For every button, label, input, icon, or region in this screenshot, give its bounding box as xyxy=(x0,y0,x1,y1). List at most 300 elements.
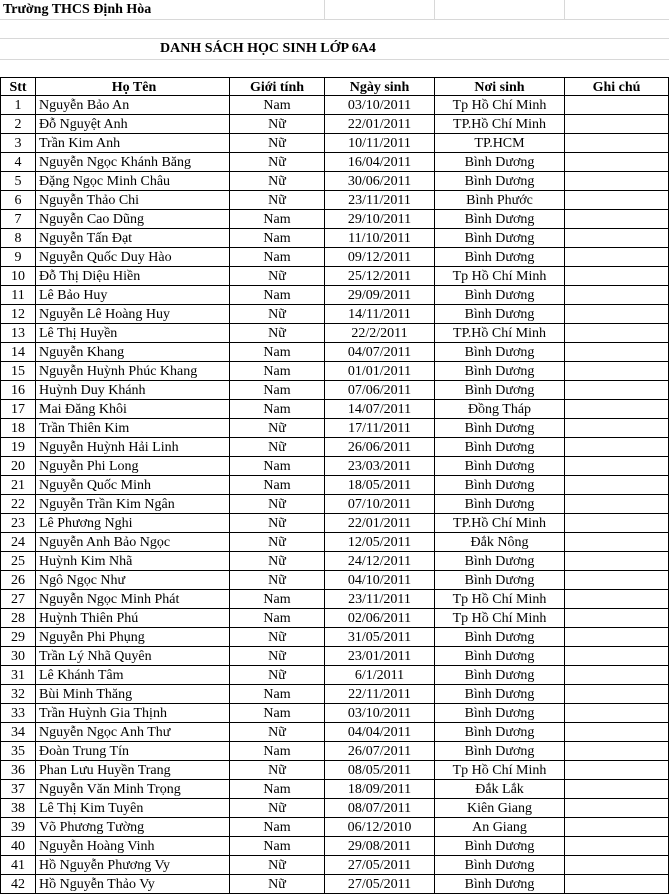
cell-name[interactable]: Lê Phương Nghi xyxy=(36,514,230,533)
cell-stt[interactable]: 8 xyxy=(0,229,36,248)
cell-dob[interactable]: 03/10/2011 xyxy=(325,96,435,115)
cell-stt[interactable]: 19 xyxy=(0,438,36,457)
cell-name[interactable]: Nguyễn Văn Minh Trọng xyxy=(36,780,230,799)
cell-gender[interactable]: Nữ xyxy=(230,115,325,134)
table-row xyxy=(0,419,669,438)
cell-dob[interactable]: 22/01/2011 xyxy=(325,115,435,134)
cell-name[interactable]: Nguyễn Cao Dũng xyxy=(36,210,230,229)
cell-dob[interactable]: 04/04/2011 xyxy=(325,723,435,742)
cell-note[interactable] xyxy=(565,210,669,229)
table-row xyxy=(0,799,669,818)
cell-stt[interactable]: 40 xyxy=(0,837,36,856)
cell-birthplace[interactable]: TP.HCM xyxy=(435,134,565,153)
table-row xyxy=(0,267,669,286)
cell-name[interactable]: Lê Khánh Tâm xyxy=(36,666,230,685)
cell-birthplace[interactable]: Đắk Lắk xyxy=(435,780,565,799)
cell-name[interactable]: Nguyễn Phi Phụng xyxy=(36,628,230,647)
cell-birthplace[interactable]: Tp Hồ Chí Minh xyxy=(435,761,565,780)
cell-note[interactable] xyxy=(565,666,669,685)
cell-dob[interactable]: 09/12/2011 xyxy=(325,248,435,267)
cell-note[interactable] xyxy=(565,723,669,742)
cell-birthplace[interactable]: Bình Dương xyxy=(435,742,565,761)
table-row xyxy=(0,305,669,324)
cell-name[interactable]: Nguyễn Lê Hoàng Huy xyxy=(36,305,230,324)
cell-note[interactable] xyxy=(565,400,669,419)
cell-stt[interactable]: 26 xyxy=(0,571,36,590)
empty-cell[interactable] xyxy=(230,0,325,19)
cell-note[interactable] xyxy=(565,476,669,495)
cell-dob[interactable]: 10/11/2011 xyxy=(325,134,435,153)
cell-name[interactable]: Đỗ Thị Diệu Hiền xyxy=(36,267,230,286)
cell-birthplace[interactable]: Bình Dương xyxy=(435,495,565,514)
cell-gender[interactable]: Nữ xyxy=(230,856,325,875)
cell-birthplace[interactable]: Tp Hồ Chí Minh xyxy=(435,96,565,115)
cell-name[interactable]: Nguyễn Bảo An xyxy=(36,96,230,115)
cell-dob[interactable]: 12/05/2011 xyxy=(325,533,435,552)
cell-birthplace[interactable]: Bình Dương xyxy=(435,305,565,324)
cell-dob[interactable]: 02/06/2011 xyxy=(325,609,435,628)
cell-gender[interactable]: Nam xyxy=(230,400,325,419)
cell-dob[interactable]: 23/03/2011 xyxy=(325,457,435,476)
cell-name[interactable]: Nguyễn Huỳnh Phúc Khang xyxy=(36,362,230,381)
cell-note[interactable] xyxy=(565,609,669,628)
table-row xyxy=(0,780,669,799)
cell-gender[interactable]: Nam xyxy=(230,609,325,628)
table-row xyxy=(0,837,669,856)
cell-name[interactable]: Hồ Nguyễn Phương Vy xyxy=(36,856,230,875)
cell-gender[interactable]: Nam xyxy=(230,685,325,704)
cell-gender[interactable]: Nữ xyxy=(230,875,325,894)
table-row xyxy=(0,533,669,552)
empty-cell[interactable] xyxy=(0,19,669,38)
cell-gender[interactable]: Nữ xyxy=(230,153,325,172)
cell-gender[interactable]: Nữ xyxy=(230,533,325,552)
cell-gender[interactable]: Nữ xyxy=(230,419,325,438)
cell-dob[interactable]: 11/10/2011 xyxy=(325,229,435,248)
cell-dob[interactable]: 23/01/2011 xyxy=(325,647,435,666)
cell-dob[interactable]: 17/11/2011 xyxy=(325,419,435,438)
cell-birthplace[interactable]: Bình Dương xyxy=(435,571,565,590)
cell-dob[interactable]: 14/07/2011 xyxy=(325,400,435,419)
cell-dob[interactable]: 27/05/2011 xyxy=(325,856,435,875)
cell-dob[interactable]: 01/01/2011 xyxy=(325,362,435,381)
cell-birthplace[interactable]: Bình Dương xyxy=(435,837,565,856)
cell-name[interactable]: Nguyễn Quốc Duy Hào xyxy=(36,248,230,267)
table-row xyxy=(0,761,669,780)
cell-birthplace[interactable]: Kiên Giang xyxy=(435,799,565,818)
cell-stt[interactable]: 25 xyxy=(0,552,36,571)
cell-gender[interactable]: Nữ xyxy=(230,571,325,590)
table-row xyxy=(0,685,669,704)
cell-stt[interactable]: 29 xyxy=(0,628,36,647)
cell-name[interactable]: Nguyễn Ngọc Minh Phát xyxy=(36,590,230,609)
cell-dob[interactable]: 07/06/2011 xyxy=(325,381,435,400)
table-row xyxy=(0,552,669,571)
cell-note[interactable] xyxy=(565,457,669,476)
table-row xyxy=(0,875,669,894)
cell-dob[interactable]: 30/06/2011 xyxy=(325,172,435,191)
cell-birthplace[interactable]: Bình Dương xyxy=(435,362,565,381)
cell-note[interactable] xyxy=(565,419,669,438)
header-dob[interactable]: Ngày sinh xyxy=(325,77,435,96)
empty-cell[interactable] xyxy=(325,0,435,19)
cell-birthplace[interactable]: Bình Dương xyxy=(435,647,565,666)
cell-stt[interactable]: 16 xyxy=(0,381,36,400)
cell-birthplace[interactable]: Bình Dương xyxy=(435,856,565,875)
cell-birthplace[interactable]: Bình Dương xyxy=(435,666,565,685)
cell-note[interactable] xyxy=(565,191,669,210)
cell-birthplace[interactable]: Bình Dương xyxy=(435,476,565,495)
cell-birthplace[interactable]: Bình Dương xyxy=(435,172,565,191)
cell-stt[interactable]: 42 xyxy=(0,875,36,894)
cell-gender[interactable]: Nữ xyxy=(230,267,325,286)
cell-name[interactable]: Nguyễn Thảo Chi xyxy=(36,191,230,210)
table-row xyxy=(0,457,669,476)
cell-gender[interactable]: Nam xyxy=(230,210,325,229)
cell-stt[interactable]: 13 xyxy=(0,324,36,343)
cell-stt[interactable]: 7 xyxy=(0,210,36,229)
cell-dob[interactable]: 29/09/2011 xyxy=(325,286,435,305)
cell-note[interactable] xyxy=(565,134,669,153)
cell-stt[interactable]: 2 xyxy=(0,115,36,134)
cell-note[interactable] xyxy=(565,780,669,799)
cell-birthplace[interactable]: Bình Phước xyxy=(435,191,565,210)
cell-stt[interactable]: 22 xyxy=(0,495,36,514)
cell-name[interactable]: Nguyễn Tấn Đạt xyxy=(36,229,230,248)
cell-note[interactable] xyxy=(565,381,669,400)
cell-birthplace[interactable]: Bình Dương xyxy=(435,723,565,742)
cell-dob[interactable]: 26/06/2011 xyxy=(325,438,435,457)
cell-note[interactable] xyxy=(565,799,669,818)
cell-gender[interactable]: Nam xyxy=(230,837,325,856)
cell-name[interactable]: Huỳnh Thiên Phú xyxy=(36,609,230,628)
cell-birthplace[interactable]: Bình Dương xyxy=(435,419,565,438)
cell-stt[interactable]: 36 xyxy=(0,761,36,780)
cell-dob[interactable]: 22/2/2011 xyxy=(325,324,435,343)
cell-gender[interactable]: Nam xyxy=(230,248,325,267)
cell-note[interactable] xyxy=(565,343,669,362)
cell-stt[interactable]: 3 xyxy=(0,134,36,153)
cell-birthplace[interactable]: Bình Dương xyxy=(435,286,565,305)
table-row xyxy=(0,286,669,305)
cell-dob[interactable]: 25/12/2011 xyxy=(325,267,435,286)
cell-name[interactable]: Trần Kim Anh xyxy=(36,134,230,153)
cell-gender[interactable]: Nữ xyxy=(230,666,325,685)
cell-gender[interactable]: Nam xyxy=(230,457,325,476)
table-row xyxy=(0,248,669,267)
cell-name[interactable]: Hồ Nguyễn Thảo Vy xyxy=(36,875,230,894)
cell-note[interactable] xyxy=(565,590,669,609)
cell-dob[interactable]: 22/01/2011 xyxy=(325,514,435,533)
table-row xyxy=(0,514,669,533)
cell-note[interactable] xyxy=(565,514,669,533)
cell-name[interactable]: Nguyễn Anh Bảo Ngọc xyxy=(36,533,230,552)
empty-cell[interactable] xyxy=(435,0,565,19)
cell-dob[interactable]: 27/05/2011 xyxy=(325,875,435,894)
cell-name[interactable]: Nguyễn Hoàng Vinh xyxy=(36,837,230,856)
cell-stt[interactable]: 39 xyxy=(0,818,36,837)
table-row xyxy=(0,153,669,172)
cell-note[interactable] xyxy=(565,875,669,894)
cell-stt[interactable]: 17 xyxy=(0,400,36,419)
cell-note[interactable] xyxy=(565,267,669,286)
cell-note[interactable] xyxy=(565,248,669,267)
table-row xyxy=(0,229,669,248)
table-header-row xyxy=(0,77,669,96)
cell-name[interactable]: Nguyễn Quốc Minh xyxy=(36,476,230,495)
cell-birthplace[interactable]: Bình Dương xyxy=(435,229,565,248)
cell-stt[interactable]: 30 xyxy=(0,647,36,666)
cell-gender[interactable]: Nam xyxy=(230,96,325,115)
cell-gender[interactable]: Nam xyxy=(230,590,325,609)
table-row xyxy=(0,134,669,153)
cell-stt[interactable]: 1 xyxy=(0,96,36,115)
cell-dob[interactable]: 23/11/2011 xyxy=(325,590,435,609)
cell-stt[interactable]: 4 xyxy=(0,153,36,172)
header-name[interactable]: Họ Tên xyxy=(36,77,230,96)
cell-note[interactable] xyxy=(565,229,669,248)
cell-dob[interactable]: 06/12/2010 xyxy=(325,818,435,837)
empty-cell[interactable] xyxy=(0,59,669,77)
table-row xyxy=(0,324,669,343)
cell-gender[interactable]: Nữ xyxy=(230,191,325,210)
cell-stt[interactable]: 41 xyxy=(0,856,36,875)
cell-note[interactable] xyxy=(565,552,669,571)
cell-gender[interactable]: Nam xyxy=(230,286,325,305)
cell-stt[interactable]: 21 xyxy=(0,476,36,495)
school-name[interactable]: Trường THCS Định Hòa xyxy=(3,2,152,17)
cell-birthplace[interactable]: Bình Dương xyxy=(435,248,565,267)
cell-stt[interactable]: 31 xyxy=(0,666,36,685)
cell-birthplace[interactable]: Bình Dương xyxy=(435,210,565,229)
table-row xyxy=(0,742,669,761)
cell-stt[interactable]: 11 xyxy=(0,286,36,305)
cell-birthplace[interactable]: Tp Hồ Chí Minh xyxy=(435,590,565,609)
cell-gender[interactable]: Nam xyxy=(230,381,325,400)
cell-gender[interactable]: Nữ xyxy=(230,761,325,780)
cell-name[interactable]: Nguyễn Ngọc Anh Thư xyxy=(36,723,230,742)
cell-name[interactable]: Huỳnh Kim Nhã xyxy=(36,552,230,571)
cell-note[interactable] xyxy=(565,115,669,134)
cell-note[interactable] xyxy=(565,856,669,875)
cell-name[interactable]: Nguyễn Phi Long xyxy=(36,457,230,476)
cell-note[interactable] xyxy=(565,96,669,115)
cell-gender[interactable]: Nữ xyxy=(230,324,325,343)
cell-stt[interactable]: 14 xyxy=(0,343,36,362)
table-row xyxy=(0,856,669,875)
empty-cell[interactable] xyxy=(565,0,669,19)
table-row xyxy=(0,666,669,685)
cell-note[interactable] xyxy=(565,153,669,172)
cell-note[interactable] xyxy=(565,495,669,514)
cell-stt[interactable]: 34 xyxy=(0,723,36,742)
cell-dob[interactable]: 04/07/2011 xyxy=(325,343,435,362)
cell-birthplace[interactable]: Bình Dương xyxy=(435,875,565,894)
cell-birthplace[interactable]: Bình Dương xyxy=(435,704,565,723)
table-row xyxy=(0,96,669,115)
cell-name[interactable]: Nguyễn Huỳnh Hải Linh xyxy=(36,438,230,457)
cell-note[interactable] xyxy=(565,172,669,191)
cell-gender[interactable]: Nữ xyxy=(230,514,325,533)
cell-name[interactable]: Lê Bảo Huy xyxy=(36,286,230,305)
cell-name[interactable]: Trần Huỳnh Gia Thịnh xyxy=(36,704,230,723)
cell-dob[interactable]: 22/11/2011 xyxy=(325,685,435,704)
cell-gender[interactable]: Nam xyxy=(230,704,325,723)
cell-stt[interactable]: 24 xyxy=(0,533,36,552)
cell-stt[interactable]: 20 xyxy=(0,457,36,476)
table-row xyxy=(0,115,669,134)
cell-name[interactable]: Đoàn Trung Tín xyxy=(36,742,230,761)
cell-dob[interactable]: 03/10/2011 xyxy=(325,704,435,723)
cell-stt[interactable]: 38 xyxy=(0,799,36,818)
cell-name[interactable]: Phan Lưu Huyền Trang xyxy=(36,761,230,780)
cell-dob[interactable]: 29/08/2011 xyxy=(325,837,435,856)
cell-dob[interactable]: 6/1/2011 xyxy=(325,666,435,685)
cell-dob[interactable]: 26/07/2011 xyxy=(325,742,435,761)
cell-gender[interactable]: Nữ xyxy=(230,495,325,514)
cell-dob[interactable]: 23/11/2011 xyxy=(325,191,435,210)
cell-birthplace[interactable]: TP.Hồ Chí Minh xyxy=(435,514,565,533)
cell-name[interactable]: Ngô Ngọc Như xyxy=(36,571,230,590)
cell-name[interactable]: Đặng Ngọc Minh Châu xyxy=(36,172,230,191)
cell-birthplace[interactable]: Bình Dương xyxy=(435,343,565,362)
cell-gender[interactable]: Nam xyxy=(230,476,325,495)
table-row xyxy=(0,495,669,514)
cell-gender[interactable]: Nữ xyxy=(230,723,325,742)
table-row xyxy=(0,172,669,191)
header-birthplace[interactable]: Nơi sinh xyxy=(435,77,565,96)
cell-dob[interactable]: 18/05/2011 xyxy=(325,476,435,495)
cell-dob[interactable]: 16/04/2011 xyxy=(325,153,435,172)
table-row xyxy=(0,571,669,590)
cell-note[interactable] xyxy=(565,742,669,761)
cell-gender[interactable]: Nữ xyxy=(230,438,325,457)
cell-stt[interactable]: 9 xyxy=(0,248,36,267)
cell-name[interactable]: Mai Đăng Khôi xyxy=(36,400,230,419)
cell-gender[interactable]: Nam xyxy=(230,742,325,761)
cell-note[interactable] xyxy=(565,818,669,837)
cell-birthplace[interactable]: Bình Dương xyxy=(435,685,565,704)
cell-name[interactable]: Bùi Minh Thăng xyxy=(36,685,230,704)
cell-birthplace[interactable]: Tp Hồ Chí Minh xyxy=(435,609,565,628)
cell-name[interactable]: Trần Thiên Kim xyxy=(36,419,230,438)
cell-stt[interactable]: 6 xyxy=(0,191,36,210)
cell-birthplace[interactable]: Bình Dương xyxy=(435,381,565,400)
cell-dob[interactable]: 08/05/2011 xyxy=(325,761,435,780)
cell-dob[interactable]: 14/11/2011 xyxy=(325,305,435,324)
cell-stt[interactable]: 27 xyxy=(0,590,36,609)
cell-note[interactable] xyxy=(565,286,669,305)
cell-dob[interactable]: 24/12/2011 xyxy=(325,552,435,571)
cell-name[interactable]: Lê Thị Huyền xyxy=(36,324,230,343)
cell-gender[interactable]: Nam xyxy=(230,229,325,248)
header-gender[interactable]: Giới tính xyxy=(230,77,325,96)
cell-name[interactable]: Trần Lý Nhã Quyên xyxy=(36,647,230,666)
cell-name[interactable]: Võ Phương Tường xyxy=(36,818,230,837)
table-row xyxy=(0,362,669,381)
cell-birthplace[interactable]: Bình Dương xyxy=(435,628,565,647)
cell-dob[interactable]: 07/10/2011 xyxy=(325,495,435,514)
cell-gender[interactable]: Nam xyxy=(230,343,325,362)
cell-birthplace[interactable]: Bình Dương xyxy=(435,438,565,457)
cell-note[interactable] xyxy=(565,628,669,647)
cell-dob[interactable]: 04/10/2011 xyxy=(325,571,435,590)
list-title[interactable]: DANH SÁCH HỌC SINH LỚP 6A4 xyxy=(160,41,376,56)
cell-note[interactable] xyxy=(565,571,669,590)
cell-name[interactable]: Nguyễn Ngọc Khánh Băng xyxy=(36,153,230,172)
cell-birthplace[interactable]: TP.Hồ Chí Minh xyxy=(435,115,565,134)
cell-birthplace[interactable]: An Giang xyxy=(435,818,565,837)
cell-dob[interactable]: 29/10/2011 xyxy=(325,210,435,229)
cell-note[interactable] xyxy=(565,761,669,780)
cell-stt[interactable]: 37 xyxy=(0,780,36,799)
cell-gender[interactable]: Nữ xyxy=(230,305,325,324)
cell-name[interactable]: Nguyễn Khang xyxy=(36,343,230,362)
cell-stt[interactable]: 18 xyxy=(0,419,36,438)
cell-gender[interactable]: Nữ xyxy=(230,172,325,191)
cell-birthplace[interactable]: Tp Hồ Chí Minh xyxy=(435,267,565,286)
cell-gender[interactable]: Nam xyxy=(230,780,325,799)
cell-gender[interactable]: Nữ xyxy=(230,647,325,666)
cell-stt[interactable]: 10 xyxy=(0,267,36,286)
cell-gender[interactable]: Nam xyxy=(230,818,325,837)
cell-birthplace[interactable]: Đắk Nông xyxy=(435,533,565,552)
cell-note[interactable] xyxy=(565,324,669,343)
cell-name[interactable]: Lê Thị Kim Tuyên xyxy=(36,799,230,818)
cell-dob[interactable]: 18/09/2011 xyxy=(325,780,435,799)
cell-birthplace[interactable]: Đồng Tháp xyxy=(435,400,565,419)
cell-birthplace[interactable]: Bình Dương xyxy=(435,552,565,571)
cell-stt[interactable]: 12 xyxy=(0,305,36,324)
cell-note[interactable] xyxy=(565,305,669,324)
table-row xyxy=(0,609,669,628)
cell-name[interactable]: Nguyễn Trần Kim Ngân xyxy=(36,495,230,514)
cell-note[interactable] xyxy=(565,647,669,666)
cell-gender[interactable]: Nữ xyxy=(230,134,325,153)
cell-note[interactable] xyxy=(565,533,669,552)
cell-stt[interactable]: 33 xyxy=(0,704,36,723)
cell-note[interactable] xyxy=(565,685,669,704)
cell-gender[interactable]: Nữ xyxy=(230,799,325,818)
header-note[interactable]: Ghi chú xyxy=(565,77,669,96)
cell-stt[interactable]: 5 xyxy=(0,172,36,191)
cell-name[interactable]: Huỳnh Duy Khánh xyxy=(36,381,230,400)
cell-name[interactable]: Đỗ Nguyệt Anh xyxy=(36,115,230,134)
cell-stt[interactable]: 28 xyxy=(0,609,36,628)
cell-birthplace[interactable]: TP.Hồ Chí Minh xyxy=(435,324,565,343)
cell-gender[interactable]: Nam xyxy=(230,362,325,381)
cell-stt[interactable]: 32 xyxy=(0,685,36,704)
cell-note[interactable] xyxy=(565,837,669,856)
cell-gender[interactable]: Nữ xyxy=(230,552,325,571)
table-row xyxy=(0,210,669,229)
cell-stt[interactable]: 35 xyxy=(0,742,36,761)
table-row xyxy=(0,191,669,210)
table-row xyxy=(0,647,669,666)
cell-note[interactable] xyxy=(565,362,669,381)
cell-dob[interactable]: 31/05/2011 xyxy=(325,628,435,647)
header-stt[interactable]: Stt xyxy=(0,77,36,96)
cell-stt[interactable]: 23 xyxy=(0,514,36,533)
cell-birthplace[interactable]: Bình Dương xyxy=(435,457,565,476)
cell-note[interactable] xyxy=(565,704,669,723)
cell-stt[interactable]: 15 xyxy=(0,362,36,381)
cell-note[interactable] xyxy=(565,438,669,457)
cell-birthplace[interactable]: Bình Dương xyxy=(435,153,565,172)
cell-dob[interactable]: 08/07/2011 xyxy=(325,799,435,818)
table-row xyxy=(0,628,669,647)
cell-gender[interactable]: Nữ xyxy=(230,628,325,647)
